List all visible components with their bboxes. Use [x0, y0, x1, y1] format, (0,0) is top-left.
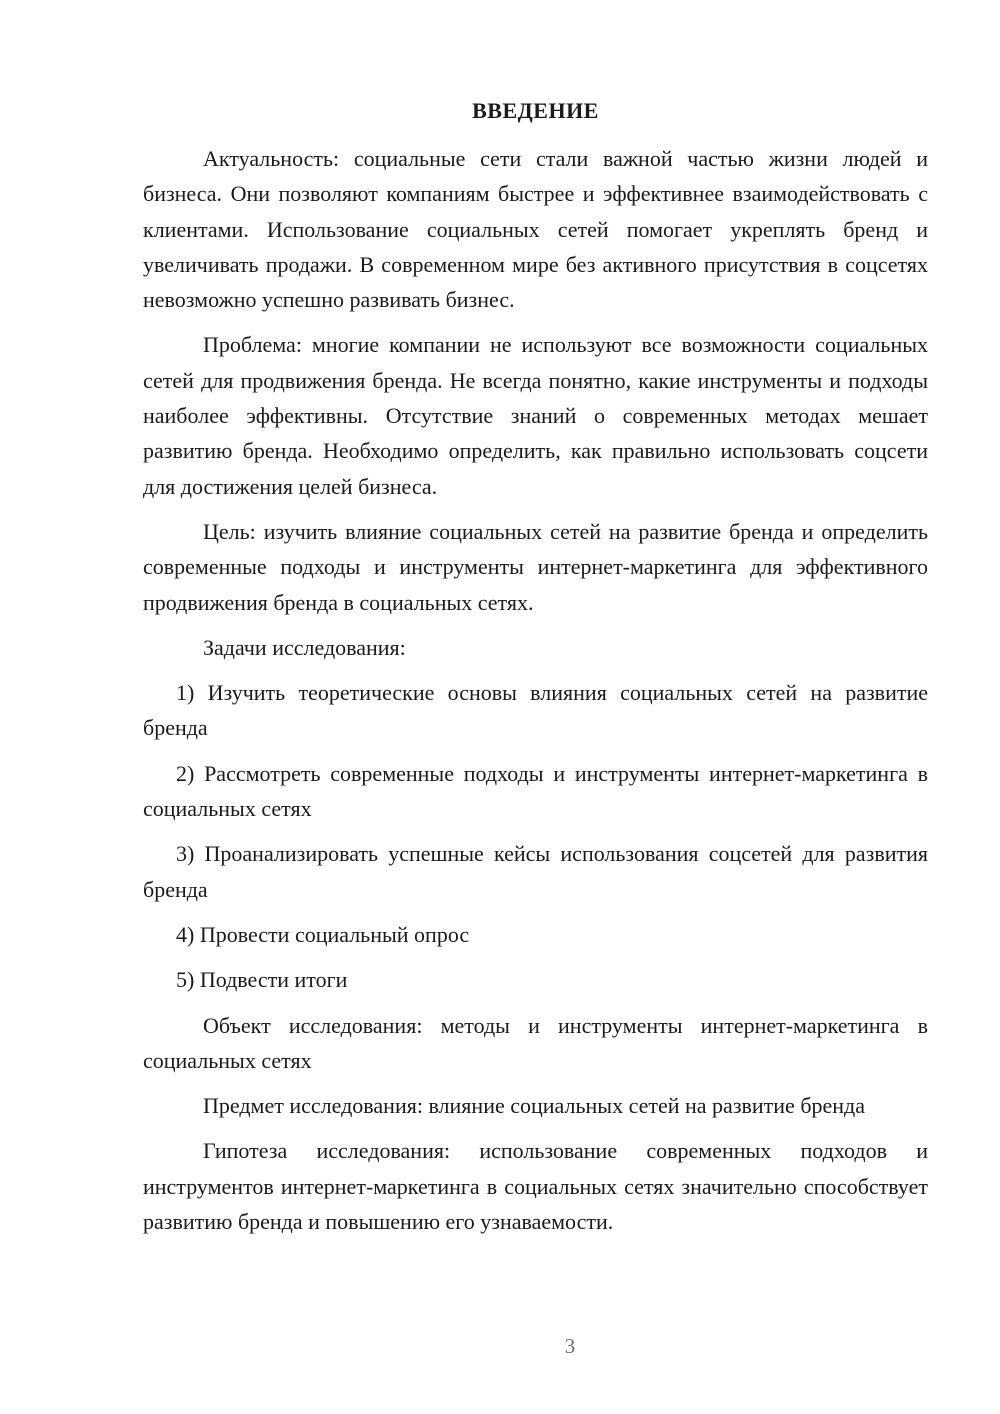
- paragraph-goal: Цель: изучить влияние социальных сетей на развитие бренда и определить современные подходы и инструменты интернет-маркетинга для эффективного продвижения бренда в социальных сетях.: [143, 518, 928, 615]
- paragraph-hypothesis: Гипотеза исследования: использование современных подходов и инструментов интернет-маркетинга в социальных сетях значительно способствует развитию бренда и повышению его узнаваемости.: [143, 1138, 928, 1235]
- paragraph-object: Объект исследования: методы и инструменты интернет-маркетинга в социальных сетях: [143, 1012, 928, 1073]
- page-number: 3: [564, 1334, 576, 1358]
- paragraph-relevance: Актуальность: социальные сети стали важной частью жизни людей и бизнеса. Они позволяют компаниям быстрее и эффективнее взаимодействовать с клиентами. Использование социальных сетей помогает укреплять бренд и увеличивать продажи. В современном мире без активного присутствия в соцсетях невозможно успешно развивать бизнес.: [143, 146, 928, 313]
- task-item-1: 1) Изучить теоретические основы влияния социальных сетей на развитие бренда: [143, 680, 928, 741]
- paragraph-problem: Проблема: многие компании не используют все возможности социальных сетей для продвижения бренда. Не всегда понятно, какие инструменты и подходы наиболее эффективны. Отсутствие знаний о современных методах мешает развитию бренда. Необходимо определить, как правильно использовать соцсети для достижения целей бизнеса.: [143, 332, 928, 499]
- paragraph-subject: Предмет исследования: влияние социальных сетей на развитие бренда: [203, 1093, 866, 1119]
- task-item-2: 2) Рассмотреть современные подходы и инструменты интернет-маркетинга в социальных сетях: [143, 760, 928, 822]
- tasks-heading: Задачи исследования:: [203, 634, 406, 660]
- task-item-4: 4) Провести социальный опрос: [176, 921, 470, 947]
- page-title: ВВЕДЕНИЕ: [472, 98, 599, 123]
- task-item-5: 5) Подвести итоги: [176, 967, 348, 993]
- document-body: [143, 141, 928, 1239]
- task-item-3: 3) Проанализировать успешные кейсы использования соцсетей для развития бренда: [143, 841, 928, 902]
